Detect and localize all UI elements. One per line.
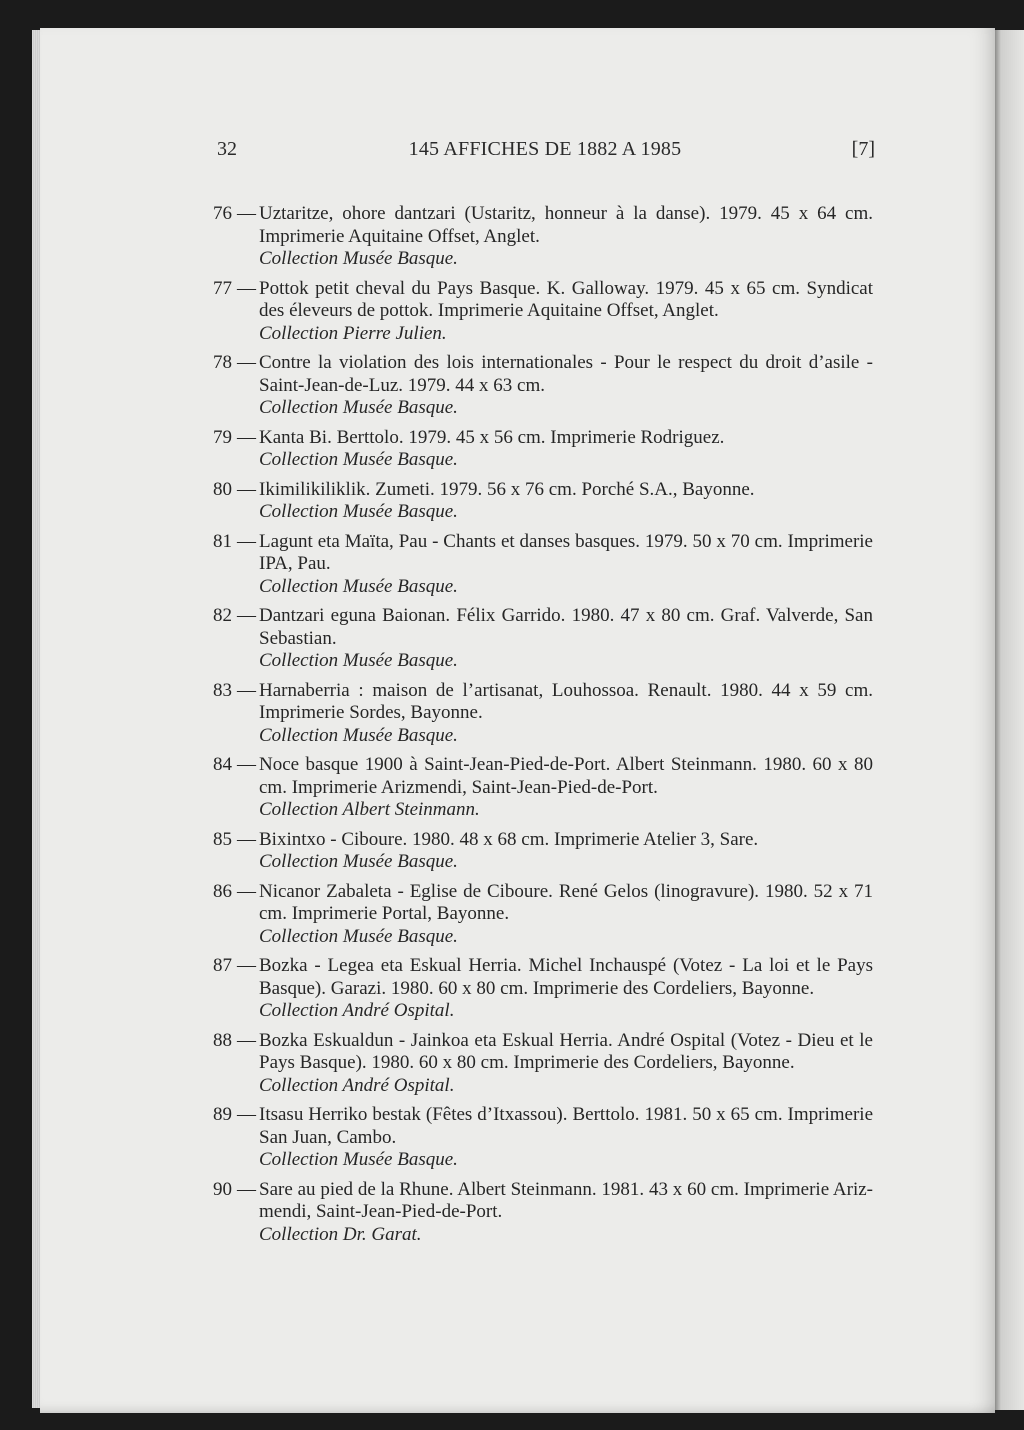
entry-dash: — (237, 352, 256, 373)
entry-collection: Collection Musée Basque. (259, 1149, 458, 1170)
entry-collection: Collection Musée Basque. (259, 650, 458, 671)
catalogue-entry (213, 680, 873, 748)
catalogue-entries (213, 203, 873, 1253)
catalogue-entry (213, 278, 873, 346)
entry-dash: — (237, 1104, 256, 1125)
entry-collection: Collection Musée Basque. (259, 501, 458, 522)
entry-dash: — (237, 679, 256, 701)
entry-collection: Collection Albert Steinmann. (259, 799, 480, 820)
entry-number: 80 (213, 478, 232, 500)
running-title: 145 AFFICHES DE 1882 A 1985 (408, 138, 682, 160)
entry-number: 90 (213, 1178, 232, 1200)
catalogue-entry (213, 479, 873, 524)
entry-number: 89 (213, 1104, 232, 1125)
page-edge-stack (32, 30, 40, 1408)
entry-dash: — (237, 880, 256, 902)
catalogue-entry (213, 1179, 873, 1247)
entry-dash: — (237, 530, 256, 552)
entry-description: Sare au pied de la Rhune. Albert Steinmann. 1981. 43 x 60 cm. Imprimerie Arizmendi, Saint-Jean-Pied-de-Port. (259, 1178, 873, 1222)
entry-dash: — (237, 828, 256, 850)
entry-collection: Collection Musée Basque. (259, 925, 458, 947)
entry-number: 81 (213, 530, 232, 552)
entry-dash: — (237, 478, 256, 500)
entry-description: Contre la violation des lois internationales - Pour le respect du droit d’asile - Saint-Jean-de-Luz. 1979. 44 x 63 cm. (259, 352, 873, 396)
catalogue-entry (213, 1104, 873, 1172)
entry-collection: Collection Musée Basque. (259, 248, 458, 269)
entry-collection: Collection Musée Basque. (259, 575, 458, 597)
entry-description: Nicanor Zabaleta - Eglise de Ciboure. René Gelos (linogravure). 1980. 52 x 71 cm. Imprimerie Portal, Bayonne. (259, 880, 873, 924)
entry-description: Uztaritze, ohore dantzari (Ustaritz, honneur à la danse). 1979. 45 x 64 cm. Imprimerie Aquitaine Offset, Anglet. (259, 203, 873, 247)
entry-description: Itsasu Herriko bestak (Fêtes d’Itxassou). Berttolo. 1981. 50 x 65 cm. Imprimerie San Juan, Cambo. (259, 1104, 873, 1148)
entry-collection: Collection Musée Basque. (259, 851, 458, 872)
entry-number: 83 (213, 679, 232, 701)
entry-description: Noce basque 1900 à Saint-Jean-Pied-de-Port. Albert Steinmann. 1980. 60 x 80 cm. Imprimerie Arizmendi, Saint-Jean-Pied-de-Port. (259, 754, 873, 798)
entry-description: Bixintxo - Ciboure. 1980. 48 x 68 cm. Imprimerie Atelier 3, Sare. (259, 828, 759, 850)
entry-description: Ikimilikiliklik. Zumeti. 1979. 56 x 76 cm. Porché S.A., Bayonne. (259, 478, 755, 500)
entry-collection: Collection André Ospital. (259, 1000, 455, 1021)
running-head (215, 138, 875, 164)
entry-dash: — (237, 955, 256, 976)
entry-number: 78 (213, 352, 232, 373)
entry-number: 79 (213, 426, 232, 448)
entry-collection: Collection André Ospital. (259, 1074, 455, 1096)
entry-description: Bozka - Legea eta Eskual Herria. Michel Inchauspé (Votez - La loi et le Pays Basque). Garazi. 1980. 60 x 80 cm. Imprimerie des Cordeliers, Bayonne. (259, 955, 873, 999)
entry-number: 88 (213, 1029, 232, 1051)
entry-description: Dantzari eguna Baionan. Félix Garrido. 1980. 47 x 80 cm. Graf. Valverde, San Sebastian. (259, 605, 873, 649)
entry-dash: — (237, 203, 256, 224)
facing-page-gutter (995, 30, 1024, 1410)
entry-dash: — (237, 1178, 256, 1200)
entry-number: 85 (213, 828, 232, 850)
catalogue-entry (213, 1030, 873, 1098)
catalogue-entry (213, 352, 873, 420)
entry-dash: — (237, 277, 256, 299)
entry-collection: Collection Pierre Julien. (259, 322, 447, 344)
entry-description: Lagunt eta Maïta, Pau - Chants et danses basques. 1979. 50 x 70 cm. Imprimerie IPA, Pau. (259, 530, 873, 574)
catalogue-entry (213, 203, 873, 271)
catalogue-entry (213, 605, 873, 673)
entry-description: Bozka Eskualdun - Jainkoa eta Eskual Herria. André Ospital (Votez - Dieu et le Pays Basque). 1980. 60 x 80 cm. Imprimerie des Cordeliers, Bayonne. (259, 1029, 873, 1073)
section-mark: [7] (851, 138, 875, 160)
entry-dash: — (237, 426, 256, 448)
entry-number: 76 (213, 203, 232, 224)
entry-collection: Collection Musée Basque. (259, 724, 458, 746)
entry-collection: Collection Dr. Garat. (259, 1223, 422, 1245)
catalogue-entry (213, 531, 873, 599)
catalogue-entry (213, 881, 873, 949)
entry-number: 86 (213, 880, 232, 902)
catalogue-entry (213, 829, 873, 874)
entry-number: 82 (213, 605, 232, 626)
entry-number: 77 (213, 277, 232, 299)
entry-dash: — (237, 754, 256, 775)
entry-description: Harnaberria : maison de l’artisanat, Louhossoa. Renault. 1980. 44 x 59 cm. Imprimerie Sordes, Bayonne. (259, 679, 873, 723)
entry-collection: Collection Musée Basque. (259, 449, 458, 470)
page-number: 32 (217, 138, 237, 160)
catalogue-entry (213, 754, 873, 822)
entry-number: 84 (213, 754, 232, 775)
entry-dash: — (237, 1029, 256, 1051)
entry-dash: — (237, 605, 256, 626)
entry-description: Pottok petit cheval du Pays Basque. K. Galloway. 1979. 45 x 65 cm. Syndicat des éleveurs de pottok. Imprimerie Aquitaine Offset, Anglet. (259, 277, 873, 321)
entry-description: Kanta Bi. Berttolo. 1979. 45 x 56 cm. Imprimerie Rodriguez. (259, 426, 725, 448)
entry-collection: Collection Musée Basque. (259, 397, 458, 418)
catalogue-entry (213, 427, 873, 472)
catalogue-entry (213, 955, 873, 1023)
entry-number: 87 (213, 955, 232, 976)
